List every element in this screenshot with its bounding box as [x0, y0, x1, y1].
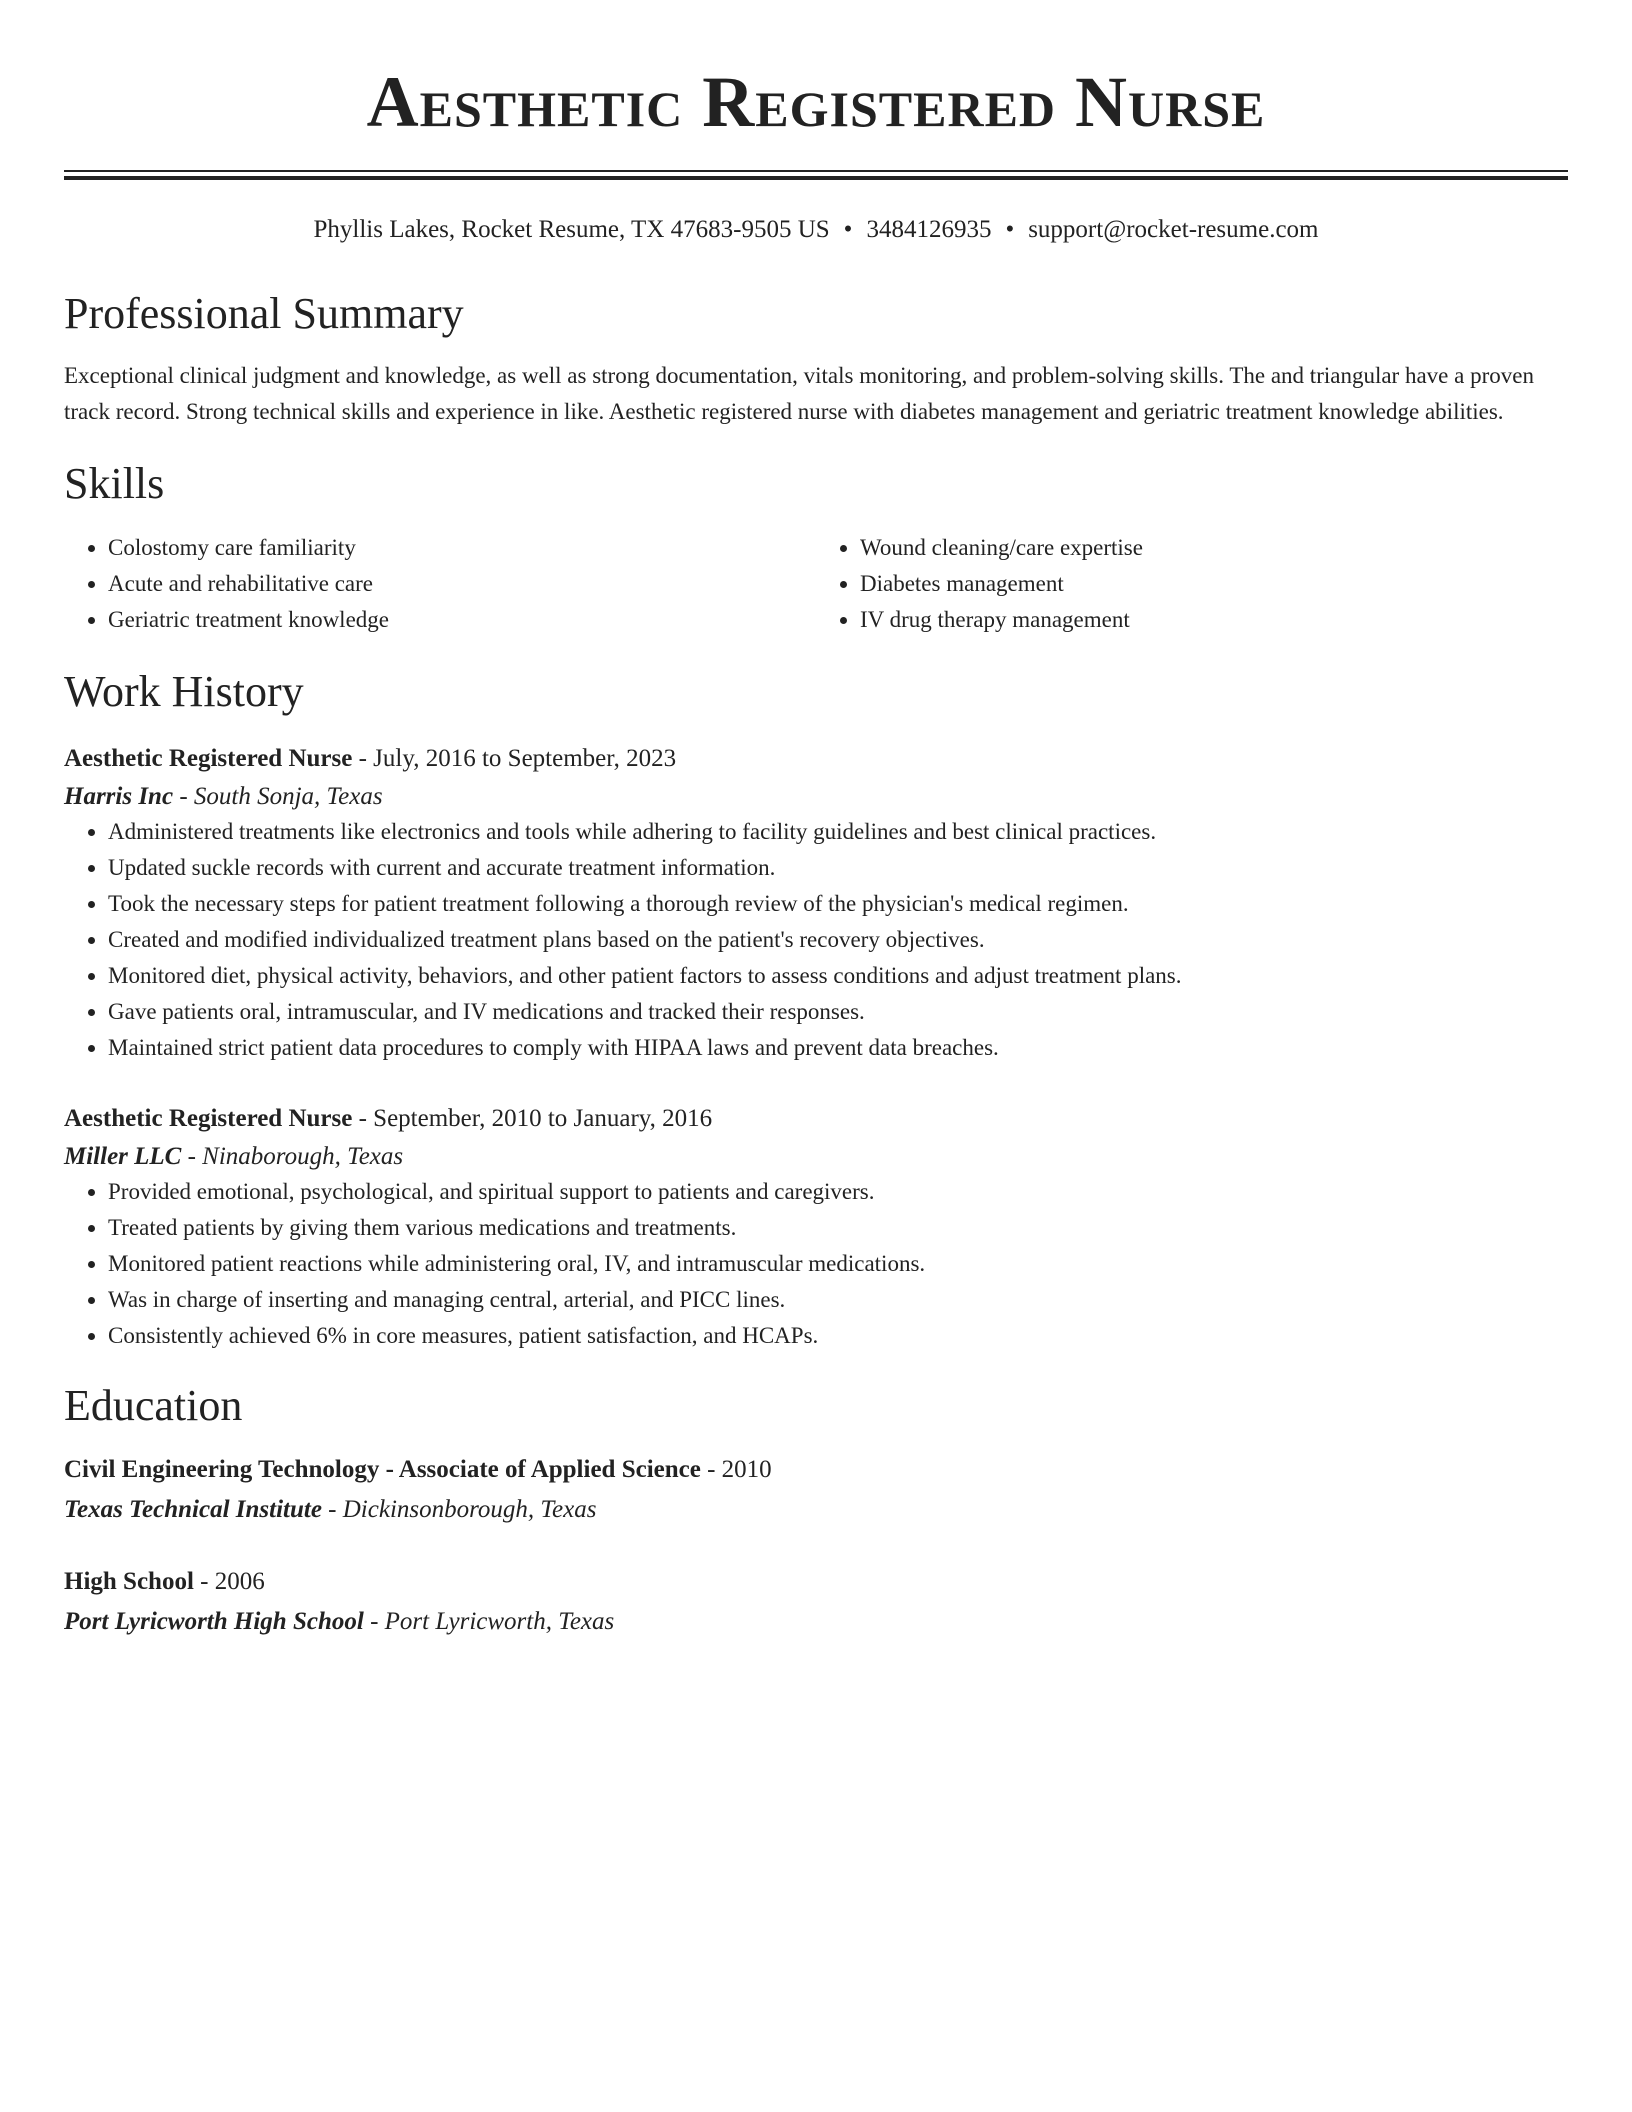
- job-entry: [64, 742, 1568, 1066]
- job-location: - South Sonja, Texas: [173, 783, 383, 810]
- job-employer: [64, 780, 1568, 814]
- duty-item: • Maintained strict patient data procedures to comply with HIPAA laws and prevent data breaches.: [108, 1030, 1568, 1066]
- summary-heading: Professional Summary: [64, 289, 464, 338]
- education-entry: [64, 1452, 1568, 1528]
- duty-item: • Gave patients oral, intramuscular, and IV medications and tracked their responses.: [108, 994, 1568, 1030]
- contact-line: [64, 214, 1568, 246]
- education-heading: Education: [64, 1381, 243, 1430]
- contact-email: support@rocket-resume.com: [1028, 216, 1319, 243]
- resume-title: Aesthetic Registered Nurse: [366, 62, 1266, 142]
- education-header: [64, 1452, 1568, 1488]
- job-company: Miller LLC: [64, 1143, 182, 1170]
- title-divider: [64, 170, 1568, 180]
- job-location: - Ninaborough, Texas: [181, 1143, 404, 1170]
- job-header: [64, 1102, 1568, 1136]
- job-employer: [64, 1140, 1568, 1174]
- duty-item: • Administered treatments like electronics and tools while adhering to facility guidelines and best clinical practices.: [108, 814, 1568, 850]
- summary-text: Exceptional clinical judgment and knowledge, as well as strong documentation, vitals monitoring, and problem-solving skills. The and triangular have a proven track record. Strong technical skills and experience in like. Aesthetic registered nurse with diabetes management and geriatric treatment knowledge abilities.: [64, 363, 1534, 424]
- contact-phone: 3484126935: [866, 216, 992, 243]
- duty-item: • Consistently achieved 6% in core measures, patient satisfaction, and HCAPs.: [108, 1318, 1568, 1354]
- skill-item: • Colostomy care familiarity: [108, 530, 816, 566]
- work-history-heading: Work History: [64, 667, 304, 716]
- duty-item: • Treated patients by giving them various medications and treatments.: [108, 1210, 1568, 1246]
- education-school: Port Lyricworth High School: [64, 1608, 364, 1635]
- education-institution: [64, 1604, 1568, 1640]
- education-year: - 2006: [193, 1568, 265, 1595]
- education-year: - 2010: [700, 1456, 772, 1483]
- skill-item: • Acute and rehabilitative care: [108, 566, 816, 602]
- education-school: Texas Technical Institute: [64, 1496, 322, 1523]
- education-entry: [64, 1564, 1568, 1640]
- job-duties: [64, 814, 1568, 1066]
- skills-heading: Skills: [64, 459, 165, 508]
- education-header: [64, 1564, 1568, 1600]
- skills-column-left: [64, 530, 816, 638]
- job-entry: [64, 1102, 1568, 1354]
- job-dates: - September, 2010 to January, 2016: [352, 1105, 713, 1132]
- job-duties: [64, 1174, 1568, 1354]
- job-header: [64, 742, 1568, 776]
- duty-item: • Monitored diet, physical activity, behaviors, and other patient factors to assess conditions and adjust treatment plans.: [108, 958, 1568, 994]
- job-dates: - July, 2016 to September, 2023: [352, 745, 677, 772]
- duty-item: • Took the necessary steps for patient treatment following a thorough review of the physician's medical regimen.: [108, 886, 1568, 922]
- skill-item: • IV drug therapy management: [860, 602, 1568, 638]
- education-degree: High School: [64, 1568, 194, 1595]
- duty-item: • Was in charge of inserting and managing central, arterial, and PICC lines.: [108, 1282, 1568, 1318]
- contact-address: Phyllis Lakes, Rocket Resume, TX 47683-9505 US: [313, 216, 830, 243]
- skill-item: • Wound cleaning/care expertise: [860, 530, 1568, 566]
- education-location: - Dickinsonborough, Texas: [321, 1496, 597, 1523]
- skills-grid: [64, 530, 1568, 638]
- job-role: Aesthetic Registered Nurse: [64, 1105, 353, 1132]
- education-location: - Port Lyricworth, Texas: [363, 1608, 615, 1635]
- job-role: Aesthetic Registered Nurse: [64, 745, 353, 772]
- duty-item: • Monitored patient reactions while administering oral, IV, and intramuscular medications.: [108, 1246, 1568, 1282]
- duty-item: • Created and modified individualized treatment plans based on the patient's recovery objectives.: [108, 922, 1568, 958]
- job-company: Harris Inc: [64, 783, 174, 810]
- skill-item: • Geriatric treatment knowledge: [108, 602, 816, 638]
- skills-column-right: [816, 530, 1568, 638]
- separator-dot: •: [1005, 216, 1015, 243]
- education-institution: [64, 1492, 1568, 1528]
- separator-dot: •: [843, 216, 853, 243]
- duty-item: • Updated suckle records with current and accurate treatment information.: [108, 850, 1568, 886]
- duty-item: • Provided emotional, psychological, and spiritual support to patients and caregivers.: [108, 1174, 1568, 1210]
- education-degree: Civil Engineering Technology - Associate of Applied Science: [64, 1456, 701, 1483]
- skill-item: • Diabetes management: [860, 566, 1568, 602]
